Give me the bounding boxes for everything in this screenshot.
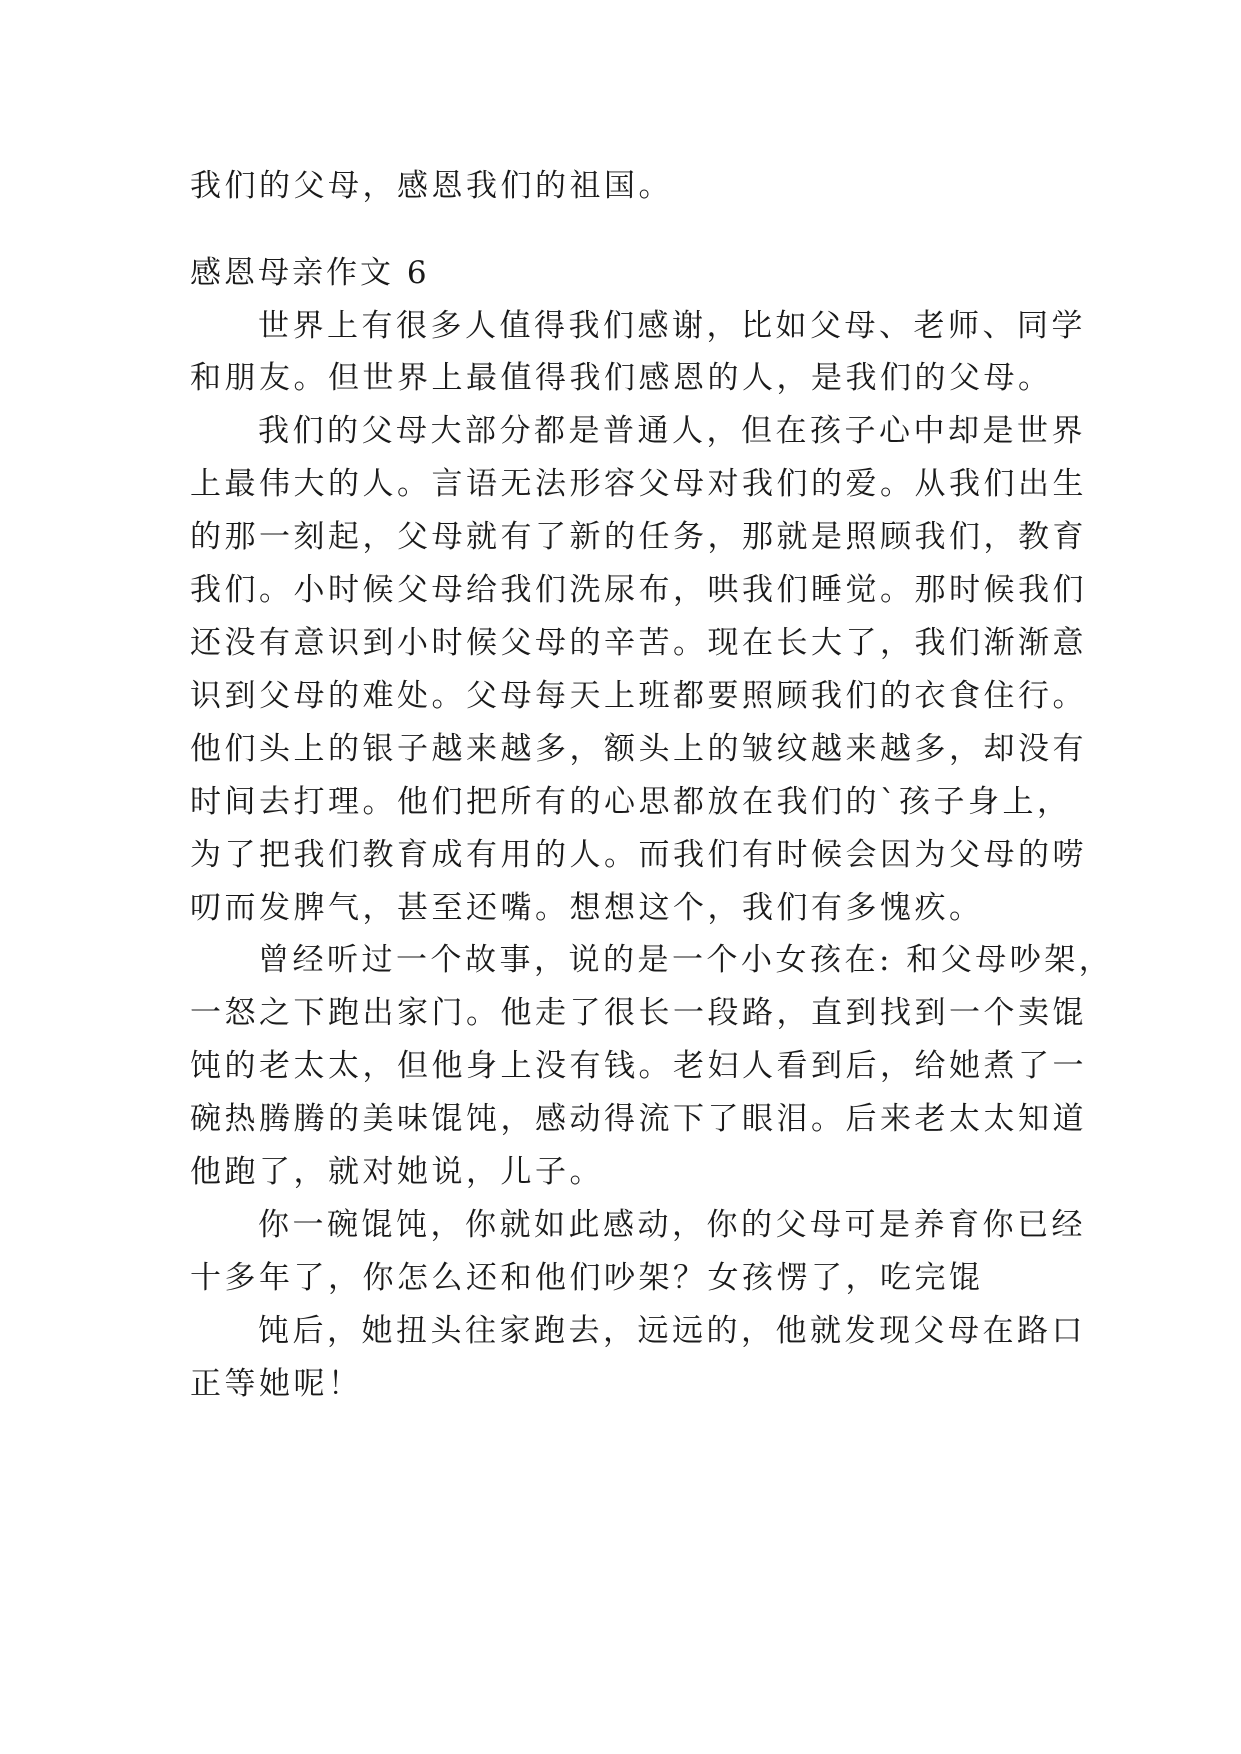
text-line: 一怒之下跑出家门。他走了很长一段路，直到找到一个卖馄 — [190, 995, 1087, 1031]
text-line: 和朋友。但世界上最值得我们感恩的人，是我们的父母。 — [190, 360, 1053, 396]
section-heading: 感恩母亲作文 6 — [190, 255, 430, 291]
text-line: 饨的老太太，但他身上没有钱。老妇人看到后，给她煮了一 — [190, 1048, 1087, 1084]
text-line: 我们的父母，感恩我们的祖国。 — [190, 168, 673, 204]
text-line: 他跑了，就对她说，儿子。 — [190, 1154, 604, 1190]
text-line: 我们的父母大部分都是普通人，但在孩子心中却是世界 — [258, 413, 1086, 449]
text-line: 十多年了，你怎么还和他们吵架？女孩愣了，吃完馄 — [190, 1260, 984, 1296]
text-line: 饨后，她扭头往家跑去，远远的，他就发现父母在路口 — [258, 1313, 1086, 1349]
text-line: 识到父母的难处。父母每天上班都要照顾我们的衣食住行。 — [190, 678, 1087, 714]
text-line: 上最伟大的人。言语无法形容父母对我们的爱。从我们出生 — [190, 466, 1087, 502]
text-line: 叨而发脾气，甚至还嘴。想想这个，我们有多愧疚。 — [190, 890, 984, 926]
text-line: 碗热腾腾的美味馄饨，感动得流下了眼泪。后来老太太知道 — [190, 1101, 1087, 1137]
text-line: 还没有意识到小时候父母的辛苦。现在长大了，我们渐渐意 — [190, 625, 1087, 661]
text-line: 正等她呢！ — [190, 1366, 363, 1402]
text-line: 时间去打理。他们把所有的心思都放在我们的`孩子身上， — [190, 784, 1072, 820]
text-line: 曾经听过一个故事，说的是一个小女孩在: 和父母吵架， — [258, 942, 1114, 978]
text-line: 我们。小时候父母给我们洗尿布，哄我们睡觉。那时候我们 — [190, 572, 1087, 608]
text-line: 世界上有很多人值得我们感谢，比如父母、老师、同学 — [258, 308, 1086, 344]
text-line: 为了把我们教育成有用的人。而我们有时候会因为父母的唠 — [190, 837, 1087, 873]
text-line: 他们头上的银子越来越多，额头上的皱纹越来越多，却没有 — [190, 731, 1087, 767]
text-line: 你一碗馄饨，你就如此感动，你的父母可是养育你已经 — [258, 1207, 1086, 1243]
text-line: 的那一刻起，父母就有了新的任务，那就是照顾我们，教育 — [190, 519, 1087, 555]
